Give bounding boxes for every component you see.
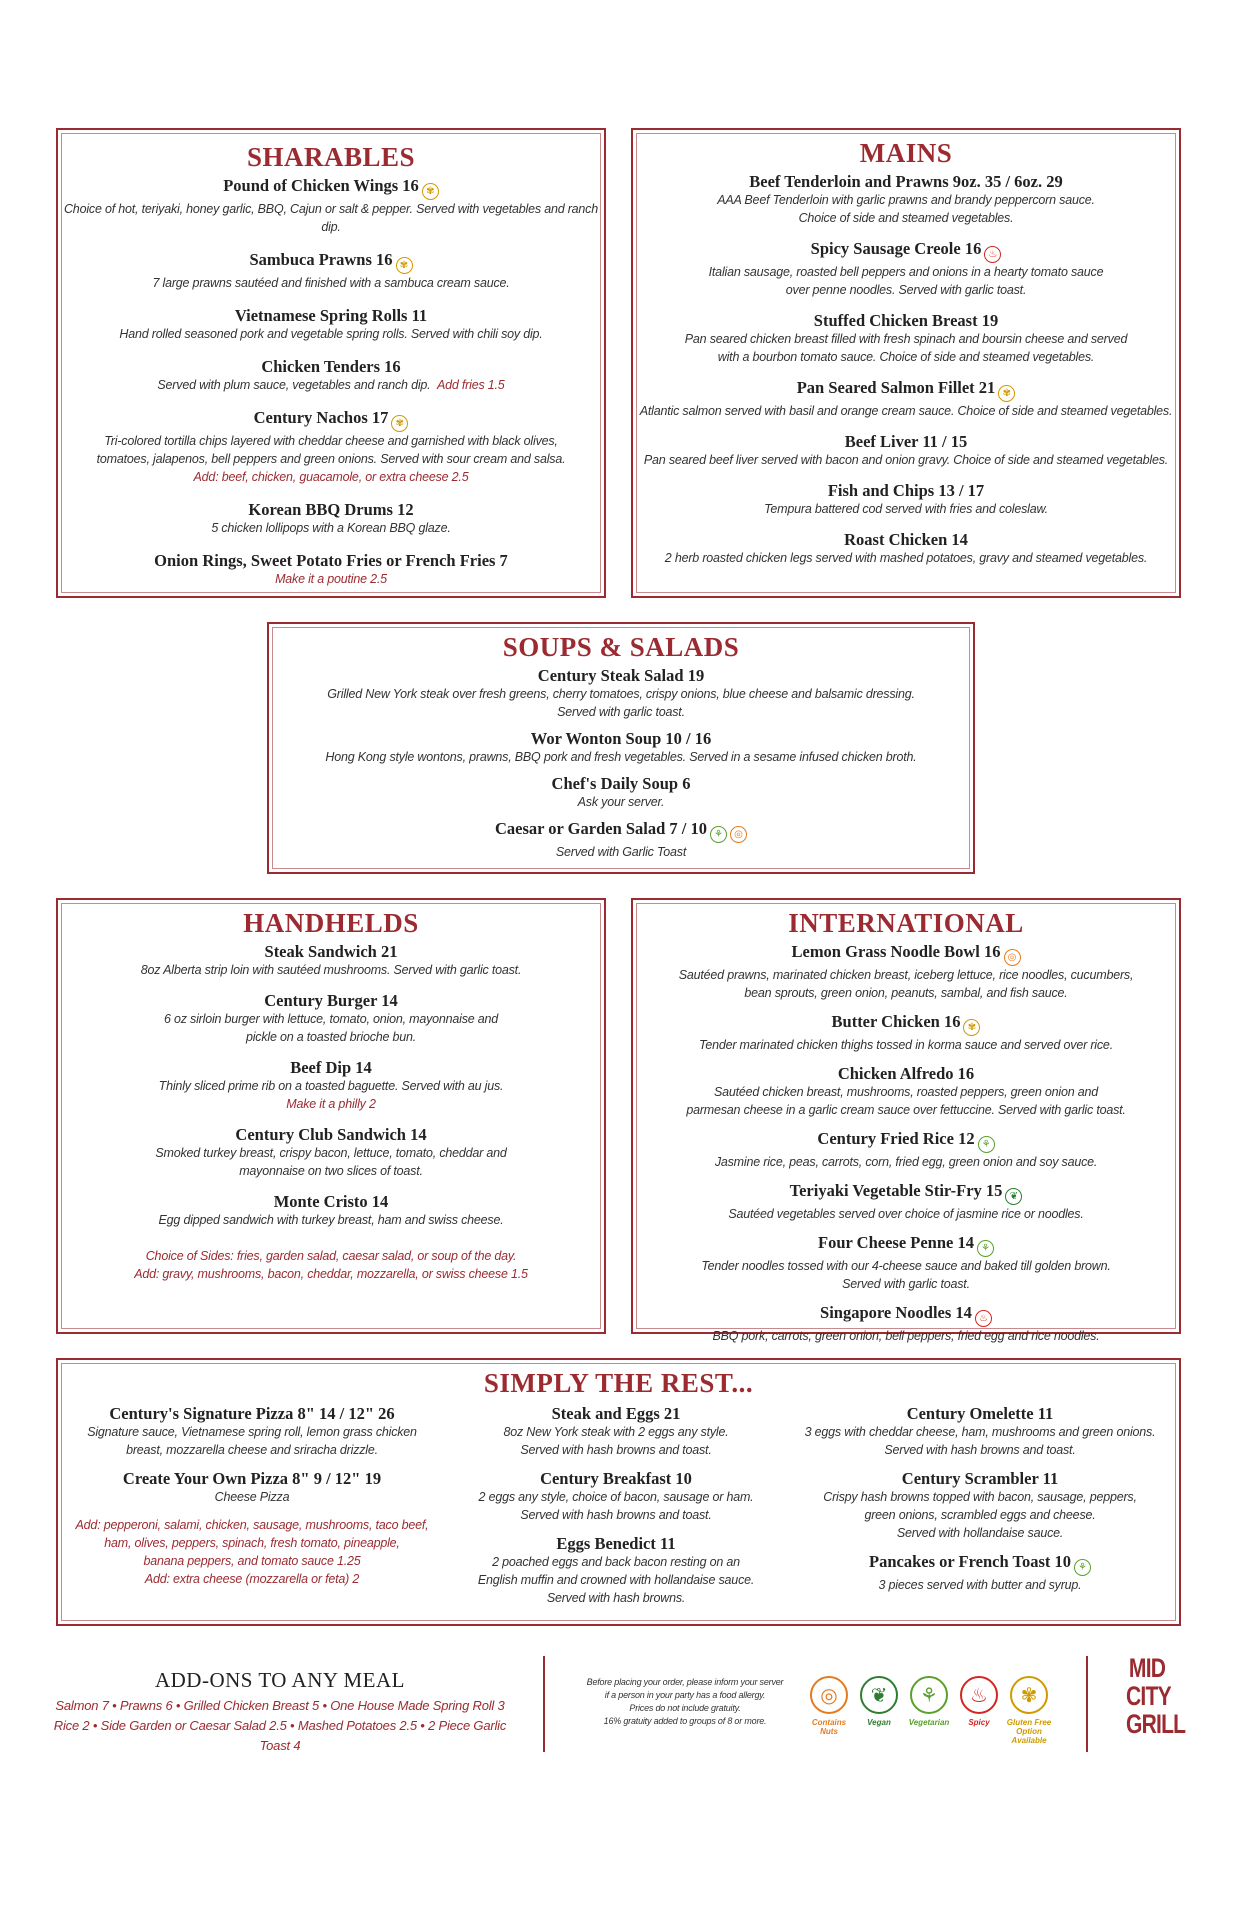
item-name: Korean BBQ Drums 12 xyxy=(248,500,414,519)
item-description: Tender marinated chicken thighs tossed in korma sauce and served over rice. xyxy=(699,1038,1113,1052)
item-description: over penne noodles. Served with garlic toast. xyxy=(785,283,1027,297)
item-description: Choice of side and steamed vegetables. xyxy=(798,211,1014,225)
pizza-add-ons: banana peppers, and tomato sauce 1.25 xyxy=(143,1554,361,1568)
gluten-free-icon: ✾ xyxy=(422,183,439,200)
item-name: Lemon Grass Noodle Bowl 16 xyxy=(791,942,1001,961)
item-description: Egg dipped sandwich with turkey breast, ham and swiss cheese. xyxy=(158,1213,504,1227)
add-ons-line: Salmon 7 • Prawns 6 • Grilled Chicken Breast 5 • One House Made Spring Roll 3 xyxy=(55,1698,505,1713)
menu-item xyxy=(269,774,973,811)
pizza-add-ons: ham, olives, peppers, spinach, fresh tomato, pineapple, xyxy=(104,1536,400,1550)
menu-item xyxy=(800,1552,1160,1594)
item-description: Served with garlic toast. xyxy=(557,705,685,719)
menu-item xyxy=(58,357,604,394)
menu-item xyxy=(58,306,604,343)
handhelds-section xyxy=(56,898,606,1334)
menu-item xyxy=(58,500,604,537)
item-name: Pancakes or French Toast 10 xyxy=(869,1552,1071,1571)
vegetarian-icon: ⚘ xyxy=(910,1676,948,1714)
menu-item xyxy=(446,1469,786,1524)
item-description: Thinly sliced prime rib on a toasted baguette. Served with au jus. xyxy=(158,1079,504,1093)
item-description: mayonnaise on two slices of toast. xyxy=(239,1164,423,1178)
item-name: Caesar or Garden Salad 7 / 10 xyxy=(494,819,708,838)
item-description: Atlantic salmon served with basil and orange cream sauce. Choice of side and steamed vegetables. xyxy=(639,404,1173,418)
item-description: parmesan cheese in a garlic cream sauce over fettuccine. Served with garlic toast. xyxy=(686,1103,1126,1117)
section-title: INTERNATIONAL xyxy=(788,908,1024,938)
item-name: Century Nachos 17 xyxy=(253,408,389,427)
item-description: BBQ pork, carrots, green onion, bell peppers, fried egg and rice noodles. xyxy=(712,1329,1100,1343)
section-title: MAINS xyxy=(859,138,953,168)
legend-label: Contains xyxy=(811,1718,847,1727)
item-name: Century Fried Rice 12 xyxy=(817,1129,975,1148)
menu-item xyxy=(633,942,1179,1002)
item-name: Monte Cristo 14 xyxy=(273,1192,389,1211)
item-description: Italian sausage, roasted bell peppers and onions in a hearty tomato sauce xyxy=(708,265,1104,279)
item-name: Steak and Eggs 21 xyxy=(551,1404,681,1423)
menu-item xyxy=(633,1303,1179,1345)
sides-note: Add: gravy, mushrooms, bacon, cheddar, mozzarella, or swiss cheese 1.5 xyxy=(134,1267,528,1281)
logo-line: CITY xyxy=(1126,1681,1171,1711)
item-description: 7 large prawns sautéed and finished with a sambuca cream sauce. xyxy=(152,276,510,290)
section-title: SIMPLY THE REST... xyxy=(483,1368,754,1398)
pizza-add-ons: Add: extra cheese (mozzarella or feta) 2 xyxy=(144,1572,360,1586)
item-description: Crispy hash browns topped with bacon, sausage, peppers, xyxy=(823,1490,1137,1504)
item-description: Pan seared beef liver served with bacon and onion gravy. Choice of side and steamed vegetables. xyxy=(643,453,1169,467)
item-description: Sautéed vegetables served over choice of jasmine rice or noodles. xyxy=(728,1207,1084,1221)
legend-label: Option xyxy=(1016,1727,1042,1736)
add-ons-block xyxy=(40,1668,520,1756)
item-name: Beef Liver 11 / 15 xyxy=(844,432,968,451)
footer-divider xyxy=(543,1656,545,1752)
menu-item xyxy=(269,666,973,721)
item-description: Tri-colored tortilla chips layered with cheddar cheese and garnished with black olives, xyxy=(104,434,558,448)
item-description: 2 herb roasted chicken legs served with mashed potatoes, gravy and steamed vegetables. xyxy=(664,551,1148,565)
item-description: Served with plum sauce, vegetables and ranch dip. xyxy=(157,378,431,392)
item-description: pickle on a toasted brioche bun. xyxy=(245,1030,417,1044)
menu-item xyxy=(633,530,1179,567)
vegetarian-icon: ⚘ xyxy=(978,1136,995,1153)
item-description: Served with garlic toast. xyxy=(842,1277,970,1291)
menu-item xyxy=(633,1012,1179,1054)
section-title: SHARABLES xyxy=(246,142,416,172)
menu-item xyxy=(800,1404,1160,1459)
nut-icon: ◎ xyxy=(810,1676,848,1714)
allergy-notice: Before placing your order, please inform your server if a person in your party has a food allergy. Prices do not include gratuity. 16% gratuity added to groups of 8 or more. xyxy=(586,1677,784,1726)
item-name: Century Steak Salad 19 xyxy=(537,666,705,685)
item-extra: Add fries 1.5 xyxy=(436,378,505,392)
item-description: 2 eggs any style, choice of bacon, sausage or ham. xyxy=(478,1490,754,1504)
menu-item xyxy=(58,942,604,979)
item-description: 2 poached eggs and back bacon resting on an xyxy=(492,1555,740,1569)
legend-label: Spicy xyxy=(968,1718,990,1727)
item-name: Roast Chicken 14 xyxy=(844,530,968,549)
item-description: breast, mozzarella cheese and sriracha drizzle. xyxy=(126,1443,378,1457)
menu-item xyxy=(58,1058,604,1113)
item-name: Vietnamese Spring Rolls 11 xyxy=(234,306,428,325)
rest-column-3 xyxy=(800,1404,1160,1604)
item-description: Served with hollandaise sauce. xyxy=(896,1526,1064,1540)
rest-column-1 xyxy=(72,1404,432,1588)
item-name: Beef Tenderloin and Prawns 9oz. 35 / 6oz. 29 xyxy=(749,172,1063,191)
item-extra: Make it a philly 2 xyxy=(286,1097,376,1111)
item-description: Served with hash browns and toast. xyxy=(884,1443,1076,1457)
logo-line: MID xyxy=(1128,1653,1166,1683)
sharables-section xyxy=(56,128,606,598)
item-extra: Add: beef, chicken, guacamole, or extra cheese 2.5 xyxy=(193,470,469,484)
item-extra: Make it a poutine 2.5 xyxy=(275,572,387,586)
menu-item xyxy=(58,176,604,236)
spicy-icon: ♨ xyxy=(975,1310,992,1327)
gluten-free-icon: ✾ xyxy=(963,1019,980,1036)
logo-line: GRILL xyxy=(1126,1709,1186,1739)
vegan-icon: ❦ xyxy=(1005,1188,1022,1205)
menu-item xyxy=(58,250,604,292)
menu-item xyxy=(58,1125,604,1180)
item-description: Served with hash browns and toast. xyxy=(520,1443,712,1457)
item-name: Century Club Sandwich 14 xyxy=(235,1125,427,1144)
item-description: 8oz Alberta strip loin with sautéed mushrooms. Served with garlic toast. xyxy=(140,963,522,977)
menu-item xyxy=(633,1233,1179,1293)
item-name: Chicken Tenders 16 xyxy=(261,357,401,376)
menu-item xyxy=(58,551,604,588)
legend-label: Vegetarian xyxy=(908,1718,950,1727)
item-name: Eggs Benedict 11 xyxy=(556,1534,676,1553)
item-description: tomatoes, jalapenos, bell peppers and green onions. Served with sour cream and salsa. xyxy=(96,452,566,466)
item-description: Served with hash browns and toast. xyxy=(520,1508,712,1522)
mid-city-grill-logo xyxy=(1126,1653,1186,1739)
menu-item xyxy=(633,172,1179,227)
gluten-free-icon: ✾ xyxy=(998,385,1015,402)
add-ons-title: ADD-ONS TO ANY MEAL xyxy=(154,1668,406,1692)
menu-item xyxy=(633,432,1179,469)
footer-divider-right xyxy=(1086,1656,1088,1752)
item-name: Wor Wonton Soup 10 / 16 xyxy=(530,729,712,748)
legend-label: Vegan xyxy=(867,1718,891,1727)
item-description: Pan seared chicken breast filled with fresh spinach and boursin cheese and served xyxy=(684,332,1128,346)
item-name: Create Your Own Pizza 8" 9 / 12" 19 xyxy=(122,1469,382,1488)
legend-label: Gluten Free xyxy=(1006,1718,1052,1727)
simply-the-rest-section xyxy=(56,1358,1181,1626)
item-description: English muffin and crowned with hollandaise sauce. xyxy=(477,1573,755,1587)
menu-item xyxy=(633,239,1179,299)
vegan-leaf-icon: ❦ xyxy=(860,1676,898,1714)
add-ons-line: Rice 2 • Side Garden or Caesar Salad 2.5 • Mashed Potatoes 2.5 • 2 Piece Garlic Toast 4 xyxy=(53,1718,507,1753)
item-description: Choice of hot, teriyaki, honey garlic, BBQ, Cajun or salt & pepper. Served with vegetables and ranch dip. xyxy=(63,202,598,234)
vegetarian-icon: ⚘ xyxy=(710,826,727,843)
item-description: 6 oz sirloin burger with lettuce, tomato, onion, mayonnaise and xyxy=(163,1012,499,1026)
item-name: Spicy Sausage Creole 16 xyxy=(810,239,982,258)
rest-column-2 xyxy=(446,1404,786,1617)
soups-salads-section xyxy=(267,622,975,874)
item-name: Fish and Chips 13 / 17 xyxy=(827,481,985,500)
item-description: Sautéed prawns, marinated chicken breast, iceberg lettuce, rice noodles, cucumbers, xyxy=(678,968,1134,982)
item-description: Jasmine rice, peas, carrots, corn, fried egg, green onion and soy sauce. xyxy=(714,1155,1098,1169)
pizza-add-ons: Add: pepperoni, salami, chicken, sausage, mushrooms, taco beef, xyxy=(75,1518,429,1532)
dietary-legend xyxy=(806,1676,1056,1756)
mains-section xyxy=(631,128,1181,598)
menu-item xyxy=(800,1469,1160,1542)
item-name: Singapore Noodles 14 xyxy=(820,1303,972,1322)
item-name: Pound of Chicken Wings 16 xyxy=(223,176,419,195)
chili-pepper-icon: ♨ xyxy=(960,1676,998,1714)
menu-item xyxy=(633,1129,1179,1171)
item-description: 3 pieces served with butter and syrup. xyxy=(878,1578,1082,1592)
spicy-icon: ♨ xyxy=(984,246,1001,263)
item-description: Ask your server. xyxy=(577,795,665,809)
menu-item xyxy=(269,729,973,766)
legend-label: Nuts xyxy=(820,1727,838,1736)
item-name: Century Burger 14 xyxy=(264,991,398,1010)
item-name: Century Omelette 11 xyxy=(906,1404,1054,1423)
item-description: 8oz New York steak with 2 eggs any style. xyxy=(503,1425,729,1439)
vegetarian-icon: ⚘ xyxy=(977,1240,994,1257)
item-name: Stuffed Chicken Breast 19 xyxy=(813,311,999,330)
menu-item xyxy=(633,481,1179,518)
item-name: Four Cheese Penne 14 xyxy=(818,1233,974,1252)
item-name: Butter Chicken 16 xyxy=(831,1012,961,1031)
item-description: Hong Kong style wontons, prawns, BBQ pork and fresh vegetables. Served in a sesame infused chicken broth. xyxy=(325,750,917,764)
item-name: Teriyaki Vegetable Stir-Fry 15 xyxy=(789,1181,1003,1200)
nut-icon: ◎ xyxy=(730,826,747,843)
item-description: green onions, scrambled eggs and cheese. xyxy=(864,1508,1096,1522)
menu-item xyxy=(633,1181,1179,1223)
gluten-free-icon: ✾ xyxy=(396,257,413,274)
item-name: Chicken Alfredo 16 xyxy=(837,1064,975,1083)
item-description: bean sprouts, green onion, peanuts, sambal, and fish sauce. xyxy=(744,986,1068,1000)
section-title: HANDHELDS xyxy=(243,908,419,938)
international-section xyxy=(631,898,1181,1343)
item-description: Grilled New York steak over fresh greens, cherry tomatoes, crispy onions, blue cheese and balsamic dressing. xyxy=(327,687,915,701)
menu-item xyxy=(446,1404,786,1459)
item-name: Century's Signature Pizza 8" 14 / 12" 26 xyxy=(109,1404,395,1423)
item-name: Pan Seared Salmon Fillet 21 xyxy=(796,378,996,397)
menu-item xyxy=(58,408,604,486)
item-name: Onion Rings, Sweet Potato Fries or French Fries 7 xyxy=(154,551,508,570)
gluten-free-icon: ✾ xyxy=(391,415,408,432)
item-description: Tender noodles tossed with our 4-cheese sauce and baked till golden brown. xyxy=(701,1259,1111,1273)
item-name: Steak Sandwich 21 xyxy=(264,942,398,961)
item-description: Tempura battered cod served with fries and coleslaw. xyxy=(764,502,1048,516)
item-description: 3 eggs with cheddar cheese, ham, mushrooms and green onions. xyxy=(804,1425,1156,1439)
item-description: Hand rolled seasoned pork and vegetable spring rolls. Served with chili soy dip. xyxy=(119,327,543,341)
item-name: Beef Dip 14 xyxy=(290,1058,372,1077)
item-description: Served with hash browns. xyxy=(546,1591,686,1605)
menu-item xyxy=(58,1192,604,1229)
menu-item xyxy=(72,1469,432,1506)
item-name: Century Scrambler 11 xyxy=(901,1469,1059,1488)
sides-note: Choice of Sides: fries, garden salad, caesar salad, or soup of the day. xyxy=(145,1249,517,1263)
item-description: with a bourbon tomato sauce. Choice of side and steamed vegetables. xyxy=(717,350,1095,364)
item-description: Served with Garlic Toast xyxy=(555,845,687,859)
menu-item xyxy=(446,1534,786,1607)
item-description: Smoked turkey breast, crispy bacon, lettuce, tomato, cheddar and xyxy=(155,1146,507,1160)
menu-item xyxy=(58,991,604,1046)
item-description: 5 chicken lollipops with a Korean BBQ glaze. xyxy=(211,521,451,535)
menu-item xyxy=(633,378,1179,420)
item-description: Cheese Pizza xyxy=(214,1490,290,1504)
item-description: AAA Beef Tenderloin with garlic prawns and brandy peppercorn sauce. xyxy=(717,193,1095,207)
item-name: Sambuca Prawns 16 xyxy=(249,250,393,269)
item-description: Signature sauce, Vietnamese spring roll, lemon grass chicken xyxy=(87,1425,417,1439)
legend-label: Available xyxy=(1011,1736,1047,1745)
section-title: SOUPS & SALADS xyxy=(502,632,740,662)
nut-icon: ◎ xyxy=(1004,949,1021,966)
item-description: Sautéed chicken breast, mushrooms, roasted peppers, green onion and xyxy=(713,1085,1099,1099)
menu-item xyxy=(633,311,1179,366)
menu-item xyxy=(269,819,973,861)
item-name: Century Breakfast 10 xyxy=(540,1469,692,1488)
vegetarian-icon: ⚘ xyxy=(1074,1559,1091,1576)
wheat-icon: ✾ xyxy=(1010,1676,1048,1714)
item-name: Chef's Daily Soup 6 xyxy=(551,774,691,793)
menu-item xyxy=(72,1404,432,1459)
menu-item xyxy=(633,1064,1179,1119)
